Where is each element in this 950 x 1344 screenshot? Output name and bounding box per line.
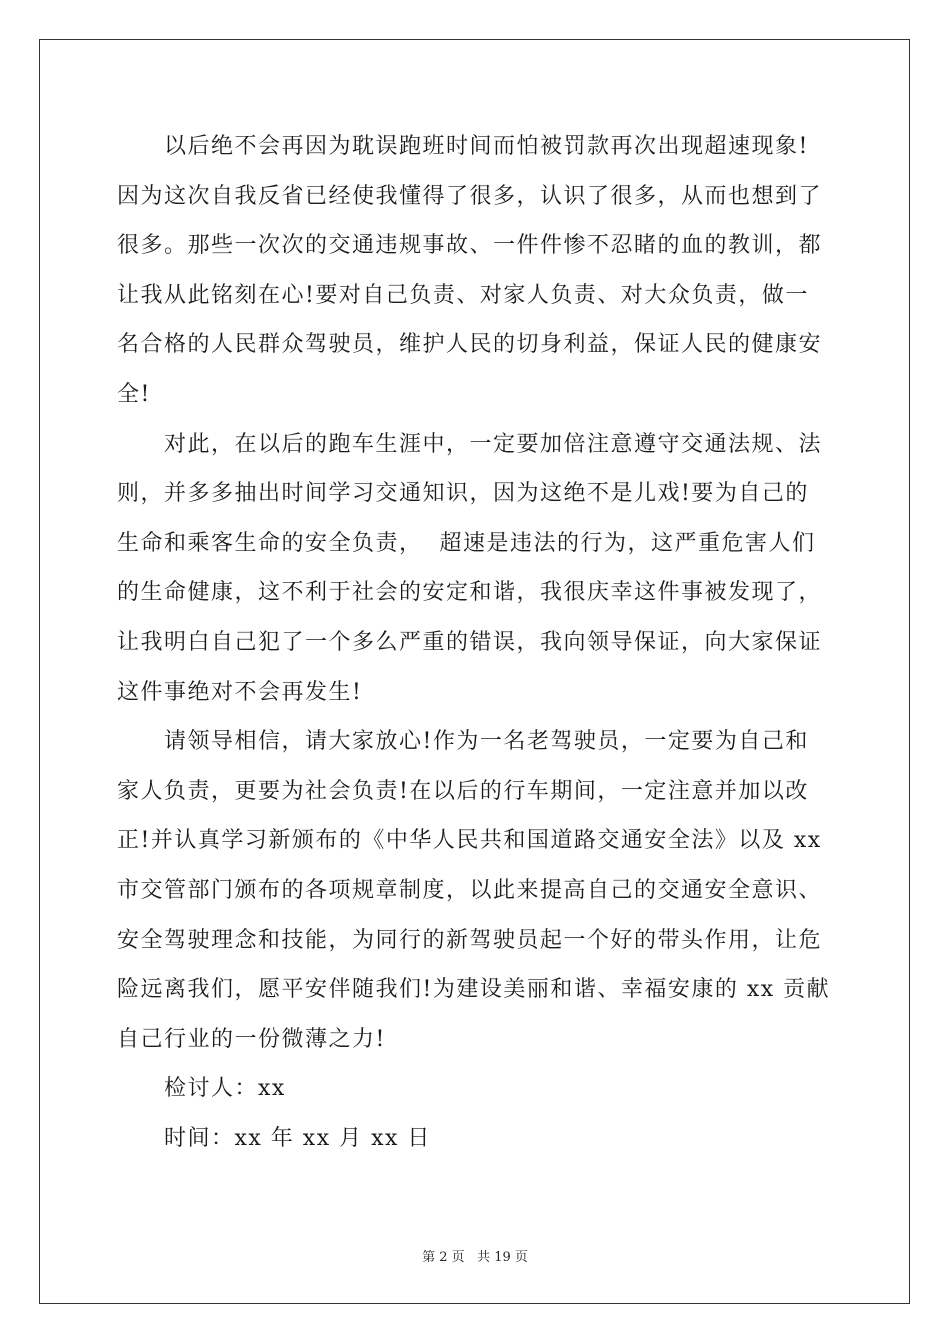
paragraph-2-line-4: 的生命健康，这不利于社会的安定和谐，我很庆幸这件事被发现了， [117, 580, 823, 606]
paragraph-2-line-3: 生命和乘客生命的安全负责， 超速是违法的行为，这严重危害人们 [117, 530, 816, 556]
page-number-footer: 第 2 页 共 19 页 [422, 1250, 528, 1265]
paragraph-2-line-6: 这件事绝对不会再发生! [117, 679, 363, 705]
paragraph-3-line-1: 请领导相信，请大家放心!作为一名老驾驶员，一定要为自己和 [164, 729, 809, 755]
paragraph-3-line-4: 市交管部门颁布的各项规章制度，以此来提高自己的交通安全意识、 [117, 877, 823, 903]
paragraph-3-line-2: 家人负责，更要为社会负责!在以后的行车期间，一定注意并加以改 [117, 778, 809, 804]
paragraph-1-line-5: 名合格的人民群众驾驶员，维护人民的切身利益，保证人民的健康安 [117, 332, 823, 358]
paragraph-2-line-5: 让我明白自己犯了一个多么严重的错误，我向领导保证，向大家保证 [117, 629, 823, 655]
paragraph-1-line-3: 很多。那些一次次的交通违规事故、一件件惨不忍睹的血的教训，都 [117, 233, 823, 259]
paragraph-1-line-2: 因为这次自我反省已经使我懂得了很多，认识了很多，从而也想到了 [117, 183, 823, 209]
date-line: 时间：xx 年 xx 月 xx 日 [164, 1125, 431, 1151]
paragraph-1-line-4: 让我从此铭刻在心!要对自己负责、对家人负责、对大众负责，做一 [117, 282, 809, 308]
signer-line: 检讨人：xx [164, 1076, 286, 1102]
paragraph-2-line-2: 则，并多多抽出时间学习交通知识，因为这绝不是儿戏!要为自己的 [117, 481, 809, 507]
document-body [117, 122, 837, 1163]
paragraph-3-line-7: 自己行业的一份微薄之力! [117, 1026, 386, 1052]
paragraph-3-line-5: 安全驾驶理念和技能，为同行的新驾驶员起一个好的带头作用，让危 [117, 927, 823, 953]
paragraph-2-line-1: 对此，在以后的跑车生涯中，一定要加倍注意遵守交通法规、法 [164, 431, 823, 457]
paragraph-3-line-3: 正!并认真学习新颁布的《中华人民共和国道路交通安全法》以及 xx [117, 828, 822, 854]
paragraph-1-line-6: 全! [117, 381, 151, 407]
paragraph-3-line-6: 险远离我们，愿平安伴随我们!为建设美丽和谐、幸福安康的 xx 贡献 [117, 977, 831, 1003]
paragraph-1-line-1: 以后绝不会再因为耽误跑班时间而怕被罚款再次出现超速现象! [164, 134, 809, 159]
